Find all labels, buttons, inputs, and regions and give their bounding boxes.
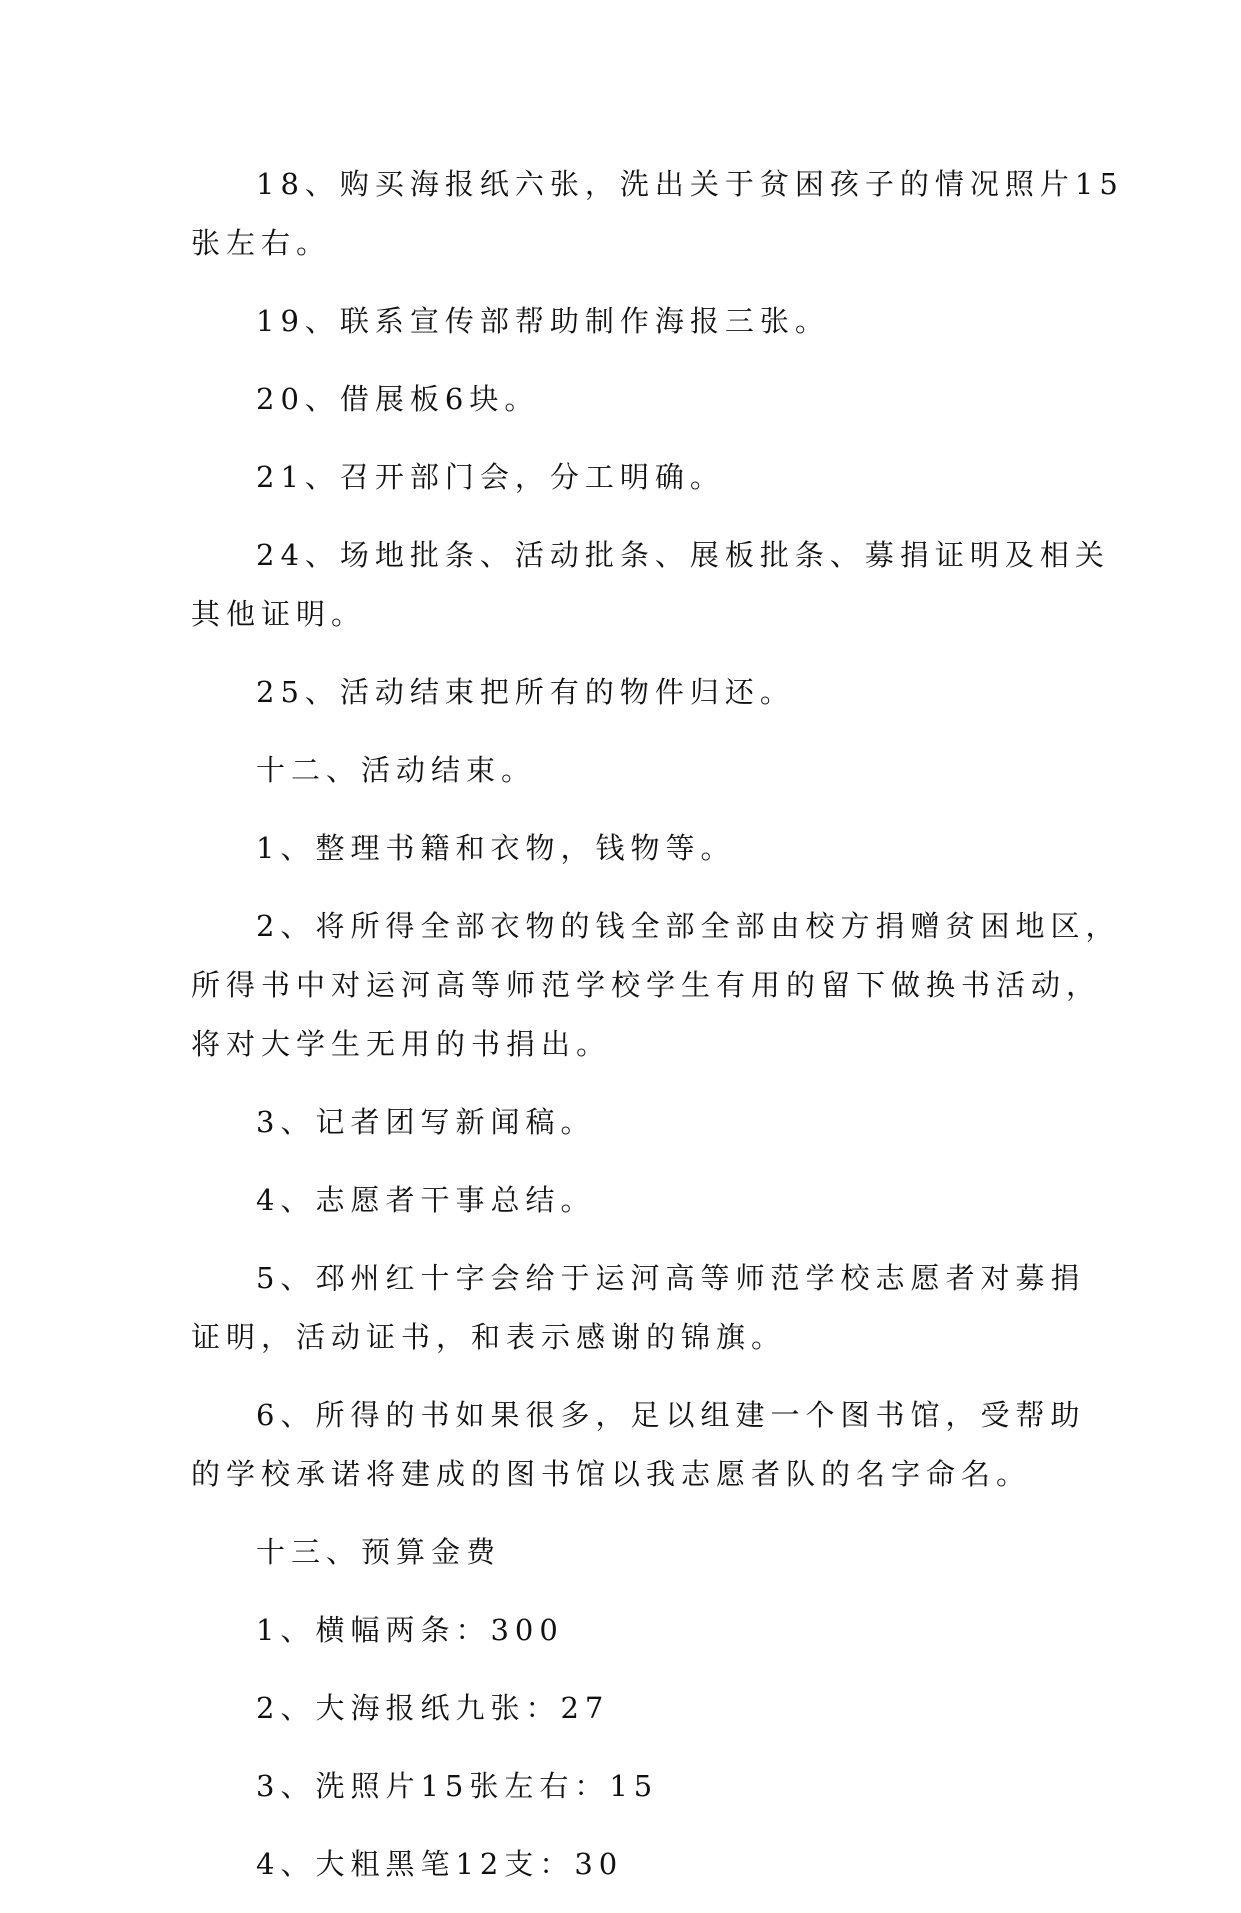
paragraph-item-18 — [191, 155, 1124, 273]
paragraph-line: 十二、活动结束。 — [256, 753, 537, 787]
paragraph-line: 25、活动结束把所有的物件归还。 — [256, 675, 795, 709]
budget-item-3 — [191, 1757, 1071, 1816]
paragraph-line: 18、购买海报纸六张，洗出关于贫困孩子的情况照片15 — [256, 167, 1124, 201]
paragraph-line: 4、志愿者干事总结。 — [256, 1183, 596, 1217]
paragraph-line: 3、记者团写新闻稿。 — [256, 1105, 596, 1139]
paragraph-line: 5、邳州红十字会给于运河高等师范学校志愿者对募捐 — [256, 1261, 1086, 1295]
paragraph-item-1 — [191, 819, 1071, 878]
paragraph-item-2 — [191, 897, 1121, 1074]
document-body — [191, 155, 1124, 1913]
paragraph-item-24 — [191, 526, 1110, 644]
paragraph-line: 21、召开部门会，分工明确。 — [256, 460, 725, 494]
paragraph-line: 将对大学生无用的书捐出。 — [191, 1027, 612, 1061]
paragraph-item-5 — [191, 1249, 1086, 1367]
section-heading-12 — [191, 741, 1071, 800]
paragraph-line: 4、大粗黑笔12支：30 — [256, 1847, 624, 1881]
paragraph-line: 19、联系宣传部帮助制作海报三张。 — [256, 304, 830, 338]
budget-item-1 — [191, 1601, 1071, 1660]
paragraph-item-25 — [191, 663, 1071, 722]
paragraph-line: 3、洗照片15张左右：15 — [256, 1769, 659, 1803]
paragraph-line: 其他证明。 — [191, 597, 367, 631]
paragraph-line: 1、横幅两条：300 — [256, 1613, 564, 1647]
paragraph-item-6 — [191, 1386, 1086, 1504]
section-heading-13 — [191, 1523, 1071, 1582]
paragraph-line: 十三、预算金费 — [256, 1535, 502, 1569]
paragraph-line: 张左右。 — [191, 226, 332, 260]
paragraph-item-19 — [191, 292, 1071, 351]
paragraph-line: 2、将所得全部衣物的钱全部全部由校方捐赠贫困地区， — [256, 909, 1121, 943]
paragraph-line: 1、整理书籍和衣物，钱物等。 — [256, 831, 736, 865]
paragraph-line: 24、场地批条、活动批条、展板批条、募捐证明及相关 — [256, 538, 1110, 572]
budget-item-2 — [191, 1679, 1071, 1738]
paragraph-line: 2、大海报纸九张：27 — [256, 1691, 610, 1725]
paragraph-line: 6、所得的书如果很多，足以组建一个图书馆，受帮助 — [256, 1398, 1086, 1432]
paragraph-line: 的学校承诺将建成的图书馆以我志愿者队的名字命名。 — [191, 1457, 1032, 1491]
paragraph-item-20 — [191, 370, 1071, 429]
paragraph-line: 20、借展板6块。 — [256, 382, 540, 416]
paragraph-line: 所得书中对运河高等师范学校学生有用的留下做换书活动， — [191, 968, 1102, 1002]
paragraph-item-4 — [191, 1171, 1071, 1230]
budget-item-4 — [191, 1835, 1071, 1894]
paragraph-item-21 — [191, 448, 1071, 507]
paragraph-item-3 — [191, 1093, 1071, 1152]
paragraph-line: 证明，活动证书，和表示感谢的锦旗。 — [191, 1320, 787, 1354]
